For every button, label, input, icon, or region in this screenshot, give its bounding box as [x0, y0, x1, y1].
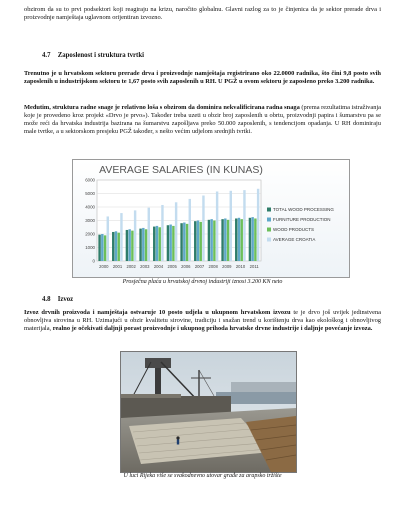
y-tick-label: 0 — [92, 258, 95, 264]
section-heading-4-8 — [42, 295, 73, 304]
bar — [156, 226, 158, 261]
legend-label: WOOD PRODUCTS — [273, 227, 314, 232]
x-tick-label: 2006 — [181, 264, 191, 269]
bar — [169, 225, 171, 261]
chart-title: AVERAGE SALARIES (IN KUNAS) — [99, 164, 263, 176]
legend-swatch — [267, 208, 271, 212]
y-tick-label: 3000 — [85, 218, 95, 224]
bar — [200, 222, 202, 261]
bar — [251, 217, 253, 261]
section-heading-4-7 — [42, 51, 144, 60]
bar — [227, 220, 229, 261]
bar — [167, 225, 169, 261]
bar — [112, 232, 114, 261]
bar — [216, 191, 218, 261]
y-tick-label: 1000 — [85, 245, 95, 251]
x-tick-label: 2008 — [208, 264, 218, 269]
bar — [161, 205, 163, 261]
legend-swatch — [267, 218, 271, 222]
bar — [118, 233, 120, 261]
x-tick-label: 2005 — [167, 264, 177, 269]
x-tick-label: 2002 — [126, 264, 136, 269]
legend-label: TOTAL WOOD PROCESSING — [273, 207, 334, 212]
bar — [126, 230, 128, 261]
section-number: 4.8 — [42, 296, 51, 303]
bar — [142, 228, 144, 261]
bar — [230, 191, 232, 261]
x-tick-label: 2003 — [140, 264, 150, 269]
legend-label: FURNITURE PRODUCTION — [273, 217, 331, 222]
bar — [197, 221, 199, 262]
bar — [134, 210, 136, 261]
x-tick-label: 2009 — [222, 264, 232, 269]
bar — [213, 221, 215, 262]
bar — [202, 196, 204, 261]
bar — [159, 227, 161, 261]
bar — [183, 223, 185, 261]
bar — [186, 224, 188, 261]
distant-coast — [231, 382, 296, 392]
bar — [107, 216, 109, 261]
structure-paragraph-rest: (prema rezultatima istraživanja koje je provedeno kroz projekt «Drvo je prvo»). Također treba uzeti u obzir broj zaposlenih u obrtu, proizvodnji papira i šumarstvu pa se može reći da hrvatska industrija bazirana na šumarstvu zapošljava preko 50.000 zaposlenih, s tendencijom opadanja. U RH dominiraju male tvrtke, a u sektorskom presjeku PGŽ također, s nešto većim udjelom srednjih tvrtki. — [24, 104, 381, 136]
bar — [208, 220, 210, 261]
bar — [172, 226, 174, 261]
bar — [254, 218, 256, 261]
intro-paragraph: obzirom da su to prvi podsektori koji reagiraju na krizu, naročito globalnu. Glavni razlog za to je činjenica da je sektor prerade drva i proizvodnje namještaja uglavnom orijentiran izvozno. — [24, 6, 381, 22]
y-tick-label: 4000 — [85, 204, 95, 210]
bar — [194, 221, 196, 261]
export-paragraph-bold-1: Izvoz drvnih proizvoda i namještaja ostvaruje 10 posto udjela u ukupnom hrvatskom izvozu — [24, 309, 291, 316]
bar — [101, 234, 103, 261]
bar — [238, 218, 240, 261]
bar — [241, 219, 243, 261]
x-tick-label: 2004 — [153, 264, 164, 269]
structure-paragraph-bold: Međutim, struktura radne snage je relativno loša s obzirom da dominira nekvalificirana radna snaga — [24, 104, 300, 111]
bar — [131, 231, 133, 261]
bar — [120, 213, 122, 261]
bar — [148, 208, 150, 261]
bar — [139, 229, 141, 261]
bar — [98, 235, 100, 261]
bar — [235, 218, 237, 261]
bar — [153, 227, 155, 261]
x-tick-label: 2011 — [249, 264, 259, 269]
bar — [221, 219, 223, 261]
y-tick-label: 5000 — [85, 191, 95, 197]
bar — [249, 218, 251, 261]
bar — [224, 218, 226, 261]
bar — [257, 189, 259, 261]
bar — [189, 199, 191, 261]
salary-chart — [72, 159, 350, 278]
bar — [104, 235, 106, 261]
x-tick-label: 2000 — [99, 264, 109, 269]
chart-caption: Prosječna plaća u hrvatskoj drvnoj industriji iznosi 3.200 KN neto — [122, 279, 283, 285]
bar — [115, 231, 117, 261]
structure-paragraph — [24, 104, 381, 136]
section-number: 4.7 — [42, 52, 51, 59]
ship-rail — [121, 394, 181, 398]
x-tick-label: 2001 — [112, 264, 123, 269]
x-tick-label: 2010 — [235, 264, 246, 269]
worker — [176, 436, 179, 444]
legend-label: AVERAGE CROATIA — [273, 237, 316, 242]
export-paragraph — [24, 309, 381, 333]
bar — [180, 223, 182, 261]
export-paragraph-bold-2: realno je očekivati daljnji porast proizvodnje i ukupnog prihoda hrvatske drvne industrije i daljnje povećanje izvoza. — [52, 325, 373, 333]
legend-swatch — [267, 228, 271, 232]
salary-chart-svg — [73, 160, 349, 277]
photo-caption: U luci Rijeka više se svakodnevno utovar građe za arapsko tržište — [123, 473, 282, 479]
section-title: Izvoz — [57, 296, 74, 303]
y-tick-label: 6000 — [85, 177, 95, 183]
export-paragraph-rest: te je drvo još uvijek jedinstvena obnovljiva sirovina u RH. Uzimajući u obzir kvalitetu sirovine, tradiciju i snažan trend u korištenju drva kao ekološkog i obnovljivog materijala, — [24, 309, 381, 333]
x-tick-label: 2007 — [194, 264, 205, 269]
bar — [145, 229, 147, 261]
port-photo — [120, 351, 297, 473]
bar — [175, 202, 177, 261]
legend-swatch — [267, 238, 271, 242]
port-photo-illustration — [121, 352, 296, 472]
y-tick-label: 2000 — [85, 231, 95, 237]
bar — [210, 219, 212, 261]
bar — [128, 229, 130, 261]
employment-paragraph: Trenutno je u hrvatskom sektoru prerade drva i proizvodnje namještaja registrirano oko 22.0000 radnika, što čini 9,8 posto svih zaposlenih u industrijskom sektoru te 1,67 posto svih zaposlenih u RH. U PGŽ u ovom sektoru je zaposleno preko 3.200 radnika. — [24, 70, 381, 86]
section-title: Zaposlenost i struktura tvrtki — [57, 52, 144, 59]
bar — [243, 190, 245, 261]
